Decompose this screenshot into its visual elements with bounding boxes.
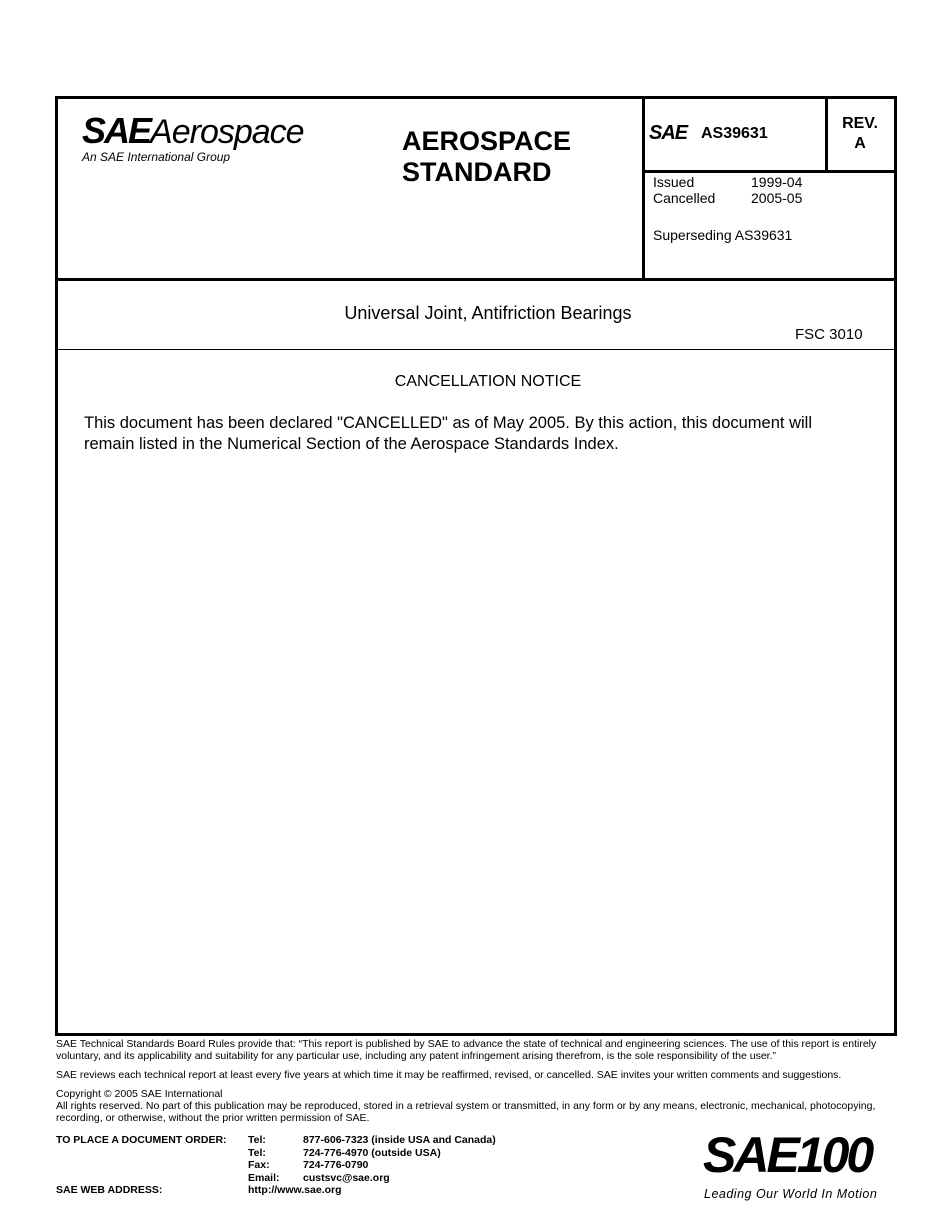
rights-line1: All rights reserved. No part of this publication may be reproduced, stored in a retrieval system or transmitted, in any form or by any means, electronic, mechanical, photocopying, (56, 1100, 876, 1112)
cancelled-label: Cancelled (653, 190, 716, 206)
web-label: SAE WEB ADDRESS: (56, 1184, 163, 1196)
doc-number-divider (645, 170, 894, 173)
order-label: TO PLACE A DOCUMENT ORDER: (56, 1134, 227, 1146)
contact-label-tel-1: Tel: (248, 1134, 266, 1146)
doc-number: AS39631 (701, 125, 768, 142)
cancelled-value: 2005-05 (751, 190, 803, 206)
notice-heading: CANCELLATION NOTICE (394, 373, 582, 390)
sae-small-logo: SAE (649, 122, 688, 144)
contact-label-fax: Fax: (248, 1159, 270, 1171)
rules-line2: voluntary, and its applicability and suitability for any particular use, including any patent infringement arising therefrom, is the sole responsibility of the user.” (56, 1050, 777, 1062)
notice-text-line1: This document has been declared "CANCELLED" as of May 2005. By this action, this document will (84, 414, 812, 432)
header-column-divider (642, 99, 645, 278)
copyright-line: Copyright © 2005 SAE International (56, 1088, 223, 1100)
web-url[interactable]: http://www.sae.org (248, 1184, 342, 1196)
issued-value: 1999-04 (751, 174, 803, 190)
doc-type-line2: STANDARD (402, 157, 552, 187)
rev-label: REV. (842, 115, 878, 132)
header-divider (58, 278, 894, 281)
doc-type-line1: AEROSPACE (402, 126, 572, 156)
contact-value-email: custsvc@sae.org (303, 1172, 390, 1184)
issued-label: Issued (653, 174, 695, 190)
rev-value: A (854, 135, 866, 152)
logo-brand: SAE (82, 110, 151, 151)
title-divider (58, 349, 894, 350)
contact-label-email: Email: (248, 1172, 280, 1184)
sae100-logo: SAE100 (703, 1127, 872, 1183)
rules-line1: SAE Technical Standards Board Rules provide that: “This report is published by SAE to advance the state of technical and engineering sciences. The use of this report is entirely (56, 1038, 877, 1050)
document-title: Universal Joint, Antifriction Bearings (344, 303, 632, 323)
fsc-code: FSC 3010 (795, 326, 863, 343)
contact-value-fax: 724-776-0790 (303, 1159, 369, 1171)
logo-word: Aerospace (150, 113, 304, 151)
contact-value-tel-2: 724-776-4970 (outside USA) (303, 1147, 441, 1159)
contact-value-tel-1: 877-606-7323 (inside USA and Canada) (303, 1134, 496, 1146)
centennial-tagline: Leading Our World In Motion (704, 1187, 878, 1201)
logo-tagline: An SAE International Group (82, 150, 231, 164)
rights-line2: recording, or otherwise, without the prior written permission of SAE. (56, 1112, 370, 1124)
notice-text-line2: remain listed in the Numerical Section of the Aerospace Standards Index. (84, 435, 619, 453)
review-line: SAE reviews each technical report at least every five years at which time it may be reaffirmed, revised, or cancelled. SAE invites your written comments and suggestions. (56, 1069, 842, 1081)
superseding: Superseding AS39631 (653, 227, 793, 243)
sae-aerospace-logo (82, 110, 304, 152)
contact-label-tel-2: Tel: (248, 1147, 266, 1159)
